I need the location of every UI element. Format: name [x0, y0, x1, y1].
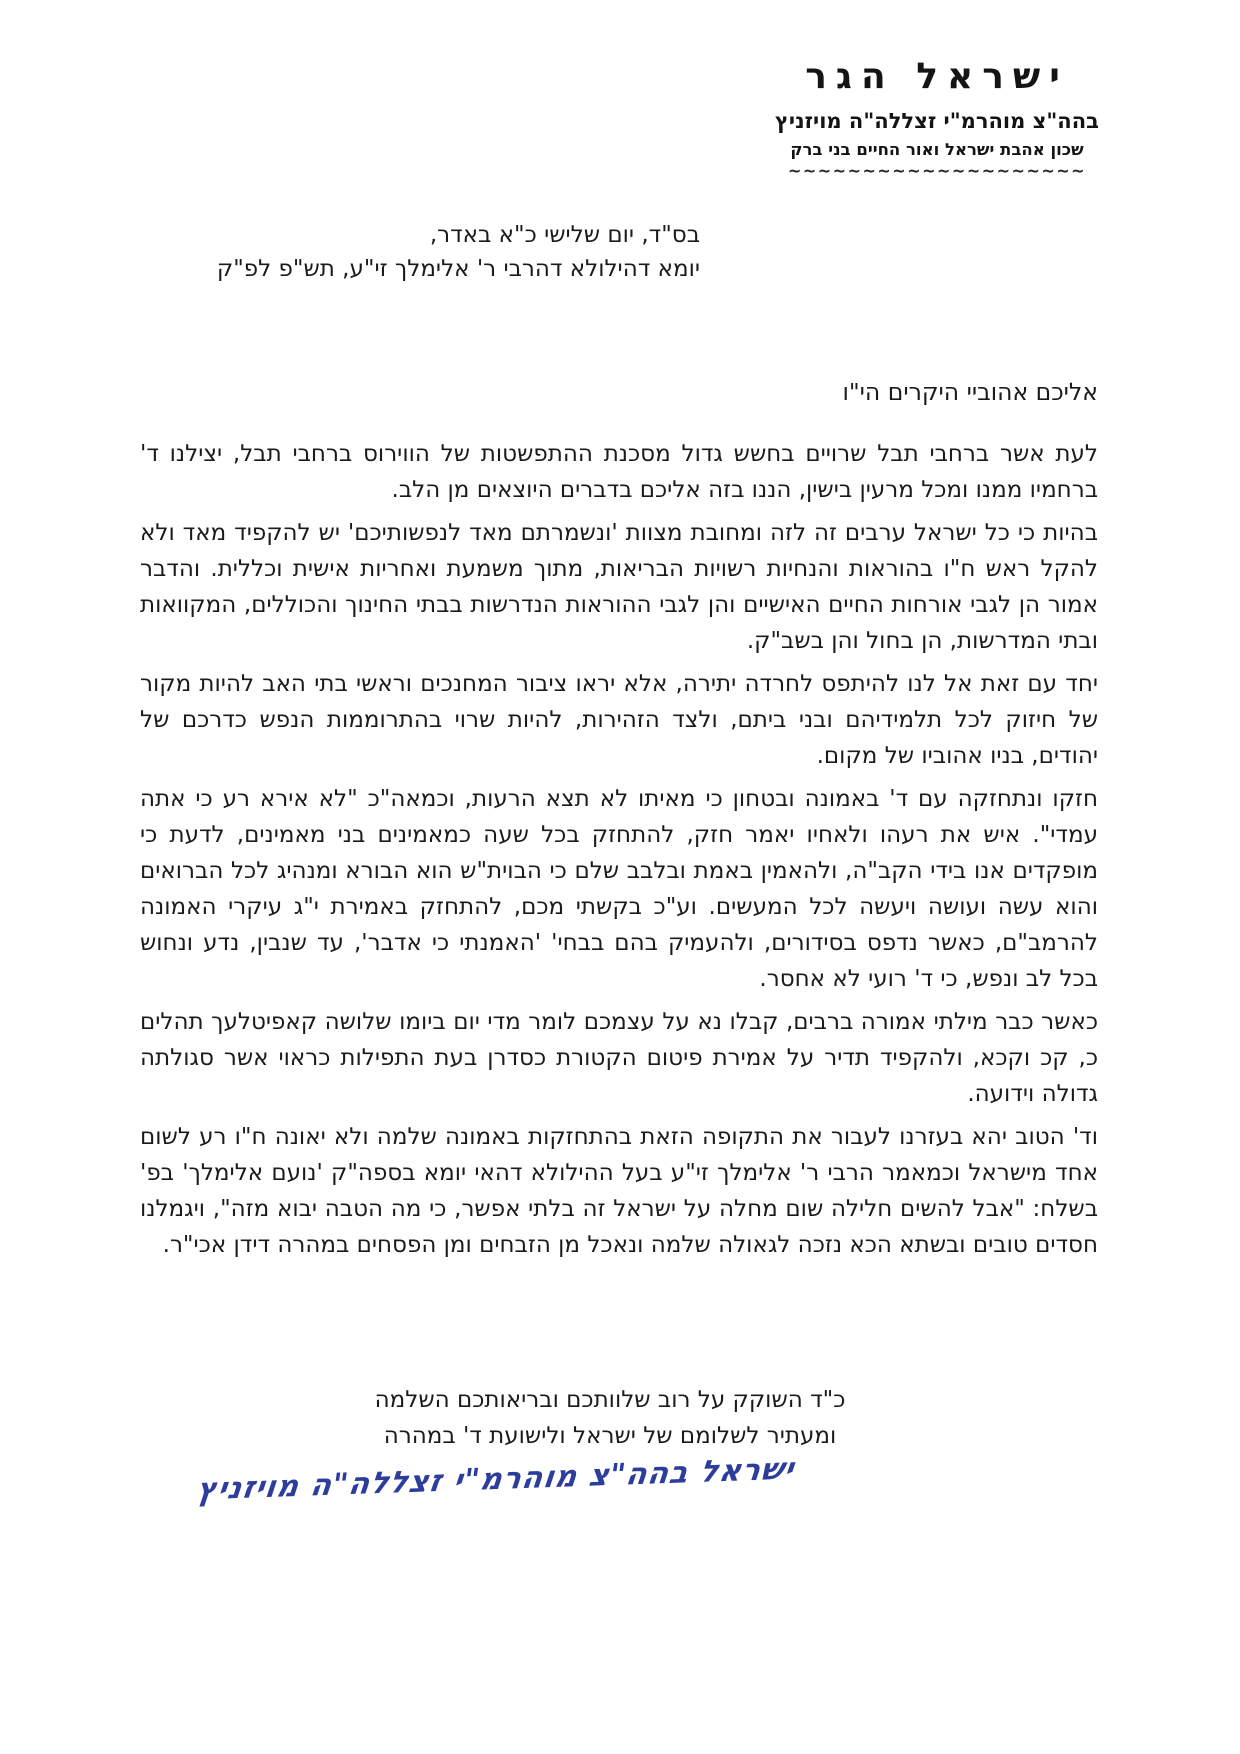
body-paragraph: בהיות כי כל ישראל ערבים זה לזה ומחובת מצוות 'ונשמרתם מאד לנפשותיכם' יש להקפיד מאד ולא להקל ראש ח"ו בהוראות והנחיות רשויות הבריאות, מתוך משמעת ואחריות אישית וכללית. והדבר אמור הן לגבי אורחות החיים האישיים והן לגבי ההוראות הנדרשות בבתי החינוך והכוללים, המקוואות ובתי המדרשות, הן בחול והן בשב"ק.: [140, 520, 1098, 654]
body-paragraph: חזקו ונתחזקה עם ד' באמונה ובטחון כי מאיתו לא תצא הרעות, וכמאה"כ "לא אירא רע כי אתה עמדי". איש את רעהו ולאחיו יאמר חזק, להתחזק בכל שעה כמאמינים בני מאמינים, לדעת כי מופקדים אנו בידי הקב"ה, ולהאמין באמת ובלבב שלם כי הבוית"ש הוא הבורא ומנהיג לכל הברואים והוא עשה ועושה ויעשה לכל המעשים. וע"כ בקשתי מכם, להתחזק באמירת י"ג עיקרי האמונה להרמב"ם, כאשר נדפס בסידורים, ולהעמיק בהם בבחי' 'האמנתי כי אדבר', עד שנבין, נדע ונחוש בכל לב ונפש, כי ד' רועי לא אחסר.: [140, 786, 1098, 992]
dateline-bsd: בס"ד, יום שלישי כ"א באדר,: [429, 222, 700, 248]
body-paragraph: כאשר כבר מילתי אמורה ברבים, קבלו נא על עצמכם לומר מדי יום ביומו שלושה קאפיטלעך תהלים כ, קכ וקכא, ולהקפיד תדיר על אמירת פיטום הקטורת כסדרן בעת התפילות כראוי אשר סגולתה גדולה וידועה.: [140, 1009, 1098, 1107]
salutation-line: אליכם אהוביי היקרים הי"ו: [842, 378, 1098, 406]
letterhead-divider: ~~~~~~~~~~~~~~~~~~~~: [787, 161, 1087, 180]
letter-body: [140, 436, 1098, 1270]
letterhead: [772, 56, 1102, 180]
dateline: [217, 218, 700, 286]
closing-line-2: ומעתיר לשלומם של ישראל ולישועת ד' במהרה: [383, 1423, 837, 1449]
signature-block: [195, 1451, 798, 1508]
letterhead-address-line: שכון אהבת ישראל ואור החיים בני ברק: [790, 140, 1084, 159]
letterhead-title-line: בהה"צ מוהרמ"י זצללה"ה מויזניץ: [775, 109, 1099, 133]
letterhead-name: ישראל הגר: [805, 56, 1069, 97]
closing-block: [330, 1382, 890, 1454]
body-paragraph: יחד עם זאת אל לנו להיתפס לחרדה יתירה, אלא יראו ציבור המחנכים וראשי בתי האב להיות מקור של חיזוק לכל תלמידיהם ובני ביתם, ולצד הזהירות, להיות שרוי בהתרוממות הנפש כדרכם של יהודים, בניו אהוביו של מקום.: [140, 671, 1098, 769]
closing-line-1: כ"ד השוקק על רוב שלוותכם ובריאותכם השלמה: [374, 1387, 846, 1413]
body-paragraph: לעת אשר ברחבי תבל שרויים בחשש גדול מסכנת ההתפשטות של הווירוס ברחבי תבל, יצילנו ד' ברחמיו ממנו ומכל מרעין בישין, הננו בזה אליכם בדברים היוצאים מן הלב.: [140, 441, 1098, 503]
signature-handwriting: ישראל בהה"צ מוהרמ"י זצללה"ה מויזניץ: [195, 1451, 798, 1508]
body-paragraph: וד' הטוב יהא בעזרנו לעבור את התקופה הזאת בהתחזקות באמונה שלמה ולא יאונה ח"ו רע לשום אחד מישראל וכמאמר הרבי ר' אלימלך זי"ע בעל ההילולא דהאי יומא בספה"ק 'נועם אלימלך' בפ' בשלח: "אבל להשים חלילה שום מחלה על ישראל זה בלתי אפשר, כי מה הטבה יבוא מזה", ויגמלנו חסדים טובים ובשתא הכא נזכה לגאולה שלמה ונאכל מן הזבחים ומן הפסחים במהרה דידן אכי"ר.: [140, 1124, 1098, 1258]
dateline-hilula: יומא דהילולא דהרבי ר' אלימלך זי"ע, תש"פ לפ"ק: [216, 256, 700, 282]
